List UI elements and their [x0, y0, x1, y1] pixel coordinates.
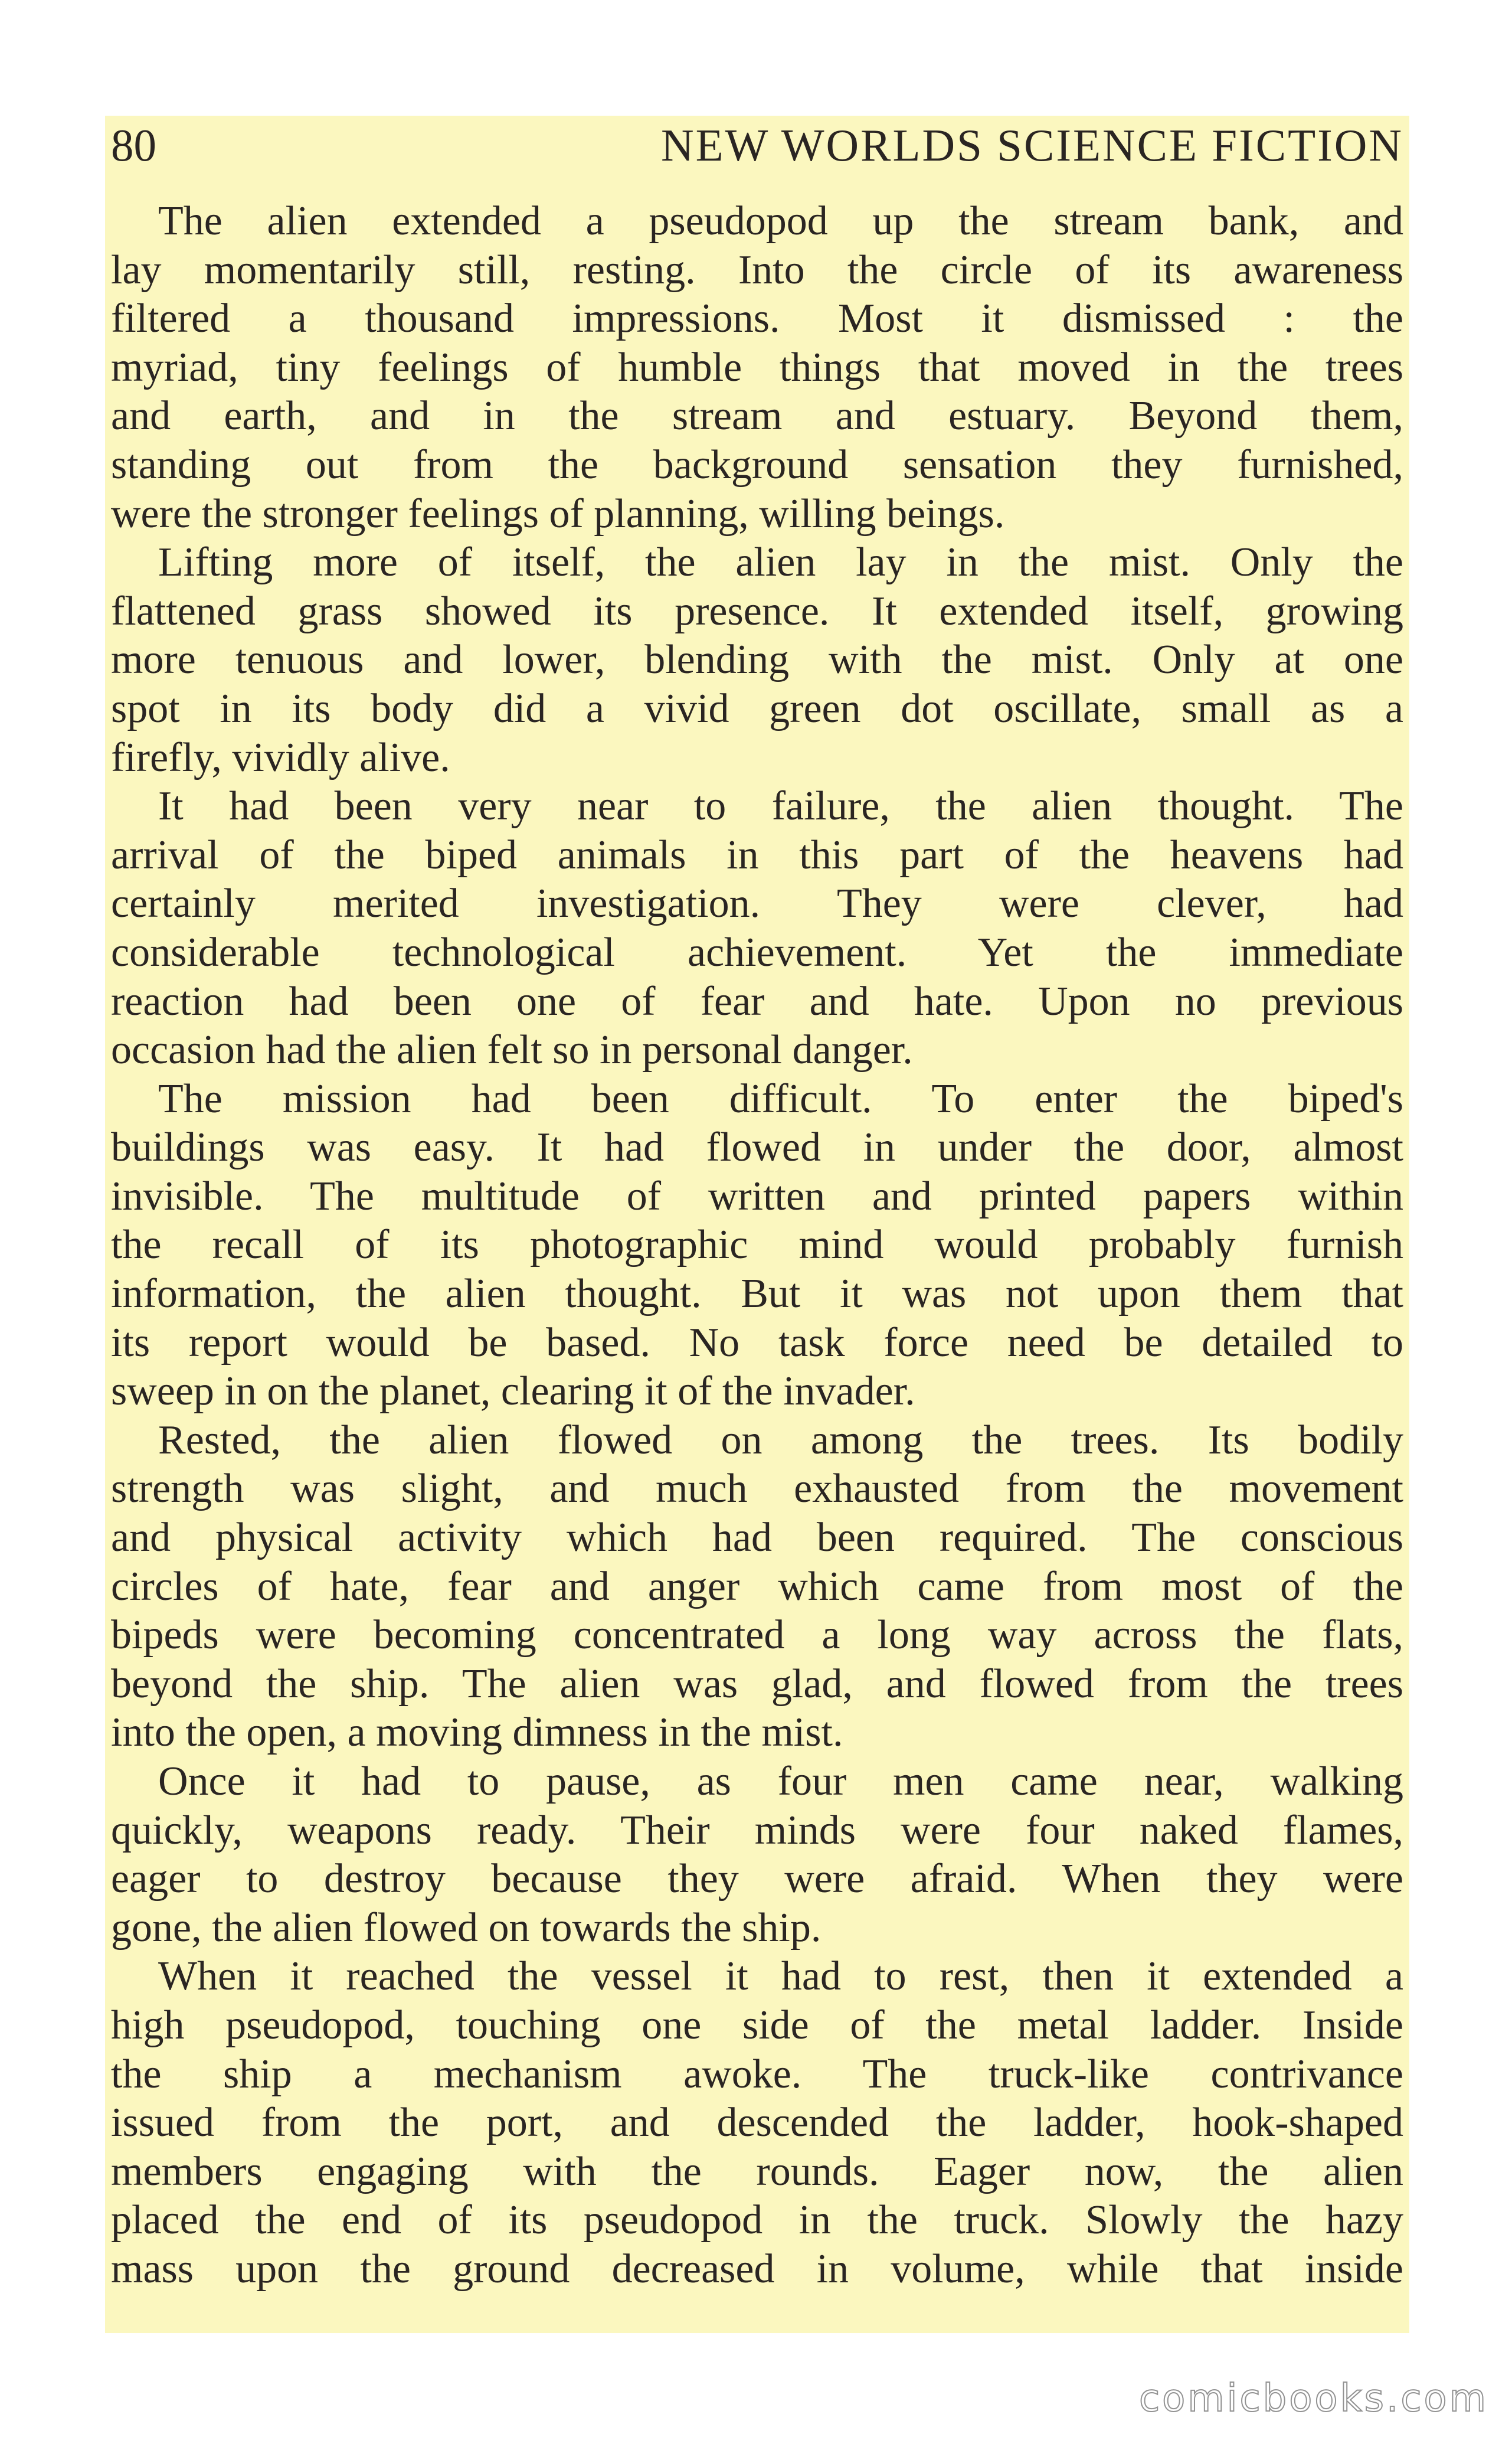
text-line: reaction had been one of fear and hate. Upon no previous [111, 978, 1403, 1024]
text-line: firefly, vividly alive. [111, 734, 450, 780]
text-line: eager to destroy because they were afraid. When they were [111, 1856, 1403, 1902]
text-line: standing out from the background sensation they furnished, [111, 442, 1403, 488]
text-line: high pseudopod, touching one side of the metal ladder. Inside [111, 2002, 1403, 2048]
text-line: arrival of the biped animals in this part of the heavens had [111, 832, 1403, 878]
text-line: Rested, the alien flowed on among the trees. Its bodily [158, 1417, 1403, 1463]
text-line: myriad, tiny feelings of humble things that moved in the trees [111, 344, 1403, 390]
watermark-text: comicbooks.com [1138, 2377, 1488, 2420]
text-line: buildings was easy. It had flowed in under the door, almost [111, 1125, 1403, 1171]
text-line: It had been very near to failure, the alien thought. The [158, 783, 1403, 829]
paragraph-6 [111, 1757, 1403, 1952]
text-line: circles of hate, fear and anger which came from most of the [111, 1563, 1403, 1609]
paragraph-4 [111, 1075, 1403, 1416]
text-line: into the open, a moving dimness in the mist. [111, 1710, 843, 1756]
paragraph-5 [111, 1416, 1403, 1757]
text-line: Once it had to pause, as four men came near, walking [158, 1759, 1403, 1804]
text-line: and physical activity which had been required. The conscious [111, 1515, 1403, 1561]
text-line: bipeds were becoming concentrated a long way across the flats, [111, 1612, 1403, 1658]
text-line: members engaging with the rounds. Eager now, the alien [111, 2148, 1403, 2194]
text-line: gone, the alien flowed on towards the ship. [111, 1904, 822, 1951]
text-line: considerable technological achievement. Yet the immediate [111, 929, 1403, 975]
text-line: Lifting more of itself, the alien lay in the mist. Only the [158, 540, 1403, 586]
text-line: more tenuous and lower, blending with the mist. Only at one [111, 637, 1403, 683]
text-line: information, the alien thought. But it was not upon them that [111, 1271, 1403, 1317]
text-line: invisible. The multitude of written and printed papers within [111, 1173, 1403, 1219]
running-head [111, 116, 1403, 175]
text-line: the ship a mechanism awoke. The truck-like contrivance [111, 2051, 1403, 2097]
text-line: were the stronger feelings of planning, willing beings. [111, 491, 1005, 537]
text-line: lay momentarily still, resting. Into the circle of its awareness [111, 247, 1403, 293]
text-line: quickly, weapons ready. Their minds were four naked flames, [111, 1807, 1403, 1853]
book-page [105, 116, 1409, 2333]
running-title: NEW WORLDS SCIENCE FICTION [661, 120, 1403, 171]
paragraph-2 [111, 538, 1403, 782]
body-text [111, 197, 1403, 2294]
text-line: strength was slight, and much exhausted from the movement [111, 1466, 1403, 1512]
text-line: spot in its body did a vivid green dot oscillate, small as a [111, 685, 1403, 731]
text-line: sweep in on the planet, clearing it of the invader. [111, 1368, 915, 1414]
text-line: flattened grass showed its presence. It extended itself, growing [111, 588, 1403, 634]
text-line: its report would be based. No task force need be detailed to [111, 1319, 1403, 1365]
text-line: The alien extended a pseudopod up the stream bank, and [158, 198, 1403, 244]
text-line: the recall of its photographic mind would probably furnish [111, 1222, 1403, 1268]
text-line: occasion had the alien felt so in personal danger. [111, 1027, 913, 1073]
text-line: issued from the port, and descended the ladder, hook-shaped [111, 2100, 1403, 2146]
text-line: beyond the ship. The alien was glad, and flowed from the trees [111, 1661, 1403, 1707]
page-number: 80 [111, 120, 156, 171]
text-line: and earth, and in the stream and estuary. Beyond them, [111, 393, 1403, 439]
text-line: certainly merited investigation. They were clever, had [111, 881, 1403, 927]
paragraph-7 [111, 1952, 1403, 2294]
paragraph-1 [111, 197, 1403, 538]
text-line: When it reached the vessel it had to rest, then it extended a [158, 1953, 1403, 2000]
text-line: The mission had been difficult. To enter the biped's [158, 1076, 1403, 1122]
text-line: placed the end of its pseudopod in the truck. Slowly the hazy [111, 2197, 1403, 2243]
text-line: filtered a thousand impressions. Most it dismissed : the [111, 296, 1403, 342]
paragraph-3 [111, 782, 1403, 1075]
text-line: mass upon the ground decreased in volume, while that inside [111, 2246, 1403, 2292]
